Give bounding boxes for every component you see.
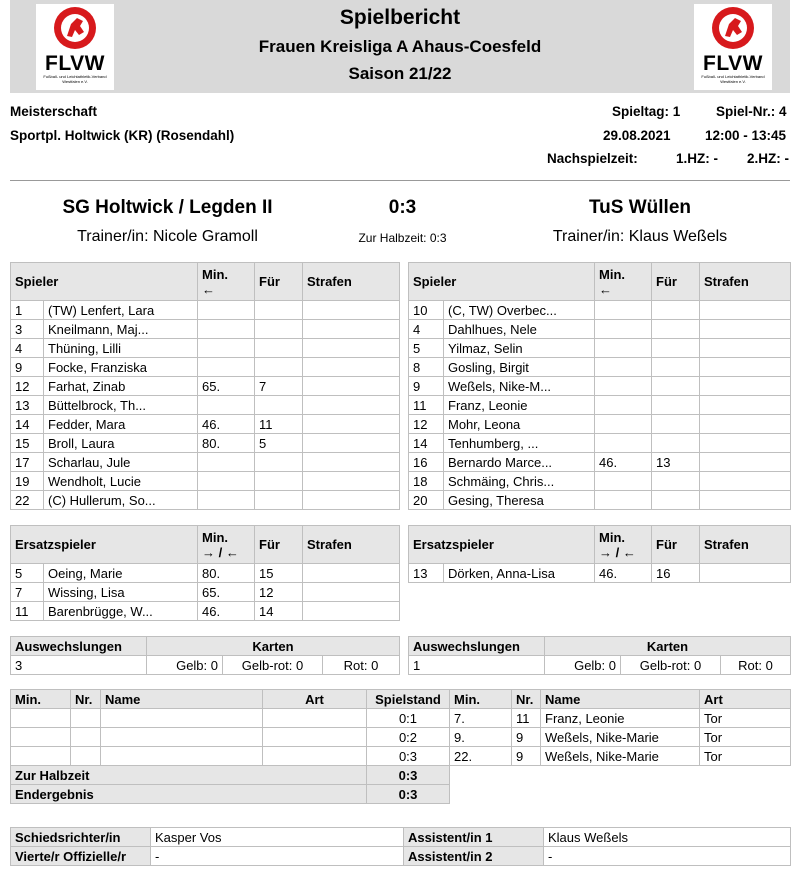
logo-text: FLVW — [45, 52, 105, 75]
page-title: Spielbericht — [339, 6, 461, 29]
col-penalties: Strafen — [700, 526, 791, 564]
events-header — [11, 690, 791, 709]
event-score: 0:3 — [367, 747, 450, 766]
player-for — [255, 339, 303, 358]
player-penalties — [700, 358, 791, 377]
event-row — [11, 747, 791, 766]
player-number: 22 — [11, 491, 44, 510]
blank-cell — [450, 766, 791, 785]
match-date: 29.08.2021 — [603, 128, 671, 143]
home-event-name — [101, 709, 263, 728]
home-subs-header — [11, 526, 400, 564]
away-event-name: Weßels, Nike-Marie — [541, 747, 700, 766]
player-penalties — [303, 491, 400, 510]
player-penalties — [700, 396, 791, 415]
col-substitutions: Auswechslungen — [11, 637, 147, 656]
player-row — [409, 415, 791, 434]
player-number: 5 — [11, 564, 44, 583]
player-penalties — [303, 564, 400, 583]
col-minute: Min. — [450, 690, 512, 709]
player-name: Barenbrügge, W... — [44, 602, 198, 621]
match-time: 12:00 - 13:45 — [705, 128, 787, 143]
officials-table — [10, 827, 791, 866]
player-row — [11, 301, 400, 320]
player-row — [11, 602, 400, 621]
player-row — [409, 358, 791, 377]
halftime-score: Zur Halbzeit: 0:3 — [358, 231, 447, 245]
player-name: (TW) Lenfert, Lara — [44, 301, 198, 320]
player-minute — [595, 339, 652, 358]
col-type: Art — [700, 690, 791, 709]
away-substitutes-table — [408, 525, 791, 583]
col-number: Nr. — [512, 690, 541, 709]
player-for — [652, 472, 700, 491]
player-number: 9 — [409, 377, 444, 396]
player-name: Focke, Franziska — [44, 358, 198, 377]
event-row — [11, 709, 791, 728]
home-event-type — [263, 728, 367, 747]
player-penalties — [700, 377, 791, 396]
away-event-type: Tor — [700, 709, 791, 728]
player-minute — [198, 453, 255, 472]
player-penalties — [700, 301, 791, 320]
player-minute — [198, 301, 255, 320]
home-summary-table — [10, 636, 400, 675]
home-event-minute — [11, 728, 71, 747]
player-name: Tenhumberg, ... — [444, 434, 595, 453]
player-minute — [595, 415, 652, 434]
red-cards: Rot: 0 — [721, 656, 791, 675]
player-for — [652, 358, 700, 377]
player-minute — [198, 396, 255, 415]
yellow-red-cards: Gelb-rot: 0 — [621, 656, 721, 675]
player-name: Thüning, Lilli — [44, 339, 198, 358]
col-minute-arrow: → / ← — [202, 544, 239, 560]
final-score: 0:3 — [388, 197, 417, 218]
referee-name: Kasper Vos — [151, 828, 404, 847]
col-minute-arrow: ← — [599, 281, 613, 297]
player-number: 12 — [11, 377, 44, 396]
player-for: 13 — [652, 453, 700, 472]
home-event-name — [101, 728, 263, 747]
player-for — [652, 301, 700, 320]
player-penalties — [303, 396, 400, 415]
divider — [10, 180, 790, 181]
player-penalties — [303, 377, 400, 396]
home-event-name — [101, 747, 263, 766]
away-trainer: Trainer/in: Klaus Weßels — [552, 228, 728, 245]
home-summary-row — [11, 656, 400, 675]
away-summary-row — [409, 656, 791, 675]
player-for — [255, 358, 303, 377]
col-player: Spieler — [11, 263, 198, 301]
player-penalties — [700, 564, 791, 583]
home-event-type — [263, 747, 367, 766]
player-row — [11, 396, 400, 415]
player-penalties — [700, 434, 791, 453]
event-row — [11, 728, 791, 747]
col-substitutions: Auswechslungen — [409, 637, 545, 656]
away-lineup-header — [409, 263, 791, 301]
player-number: 10 — [409, 301, 444, 320]
player-minute — [595, 377, 652, 396]
col-penalties: Strafen — [303, 526, 400, 564]
player-name: Wendholt, Lucie — [44, 472, 198, 491]
player-number: 15 — [11, 434, 44, 453]
away-event-name: Weßels, Nike-Marie — [541, 728, 700, 747]
away-event-number: 11 — [512, 709, 541, 728]
match-events-table — [10, 689, 791, 804]
col-minute-label: Min. — [599, 529, 625, 545]
player-name: Fedder, Mara — [44, 415, 198, 434]
final-row — [11, 785, 791, 804]
player-number: 9 — [11, 358, 44, 377]
halftime-result: 0:3 — [367, 766, 450, 785]
home-event-number — [71, 728, 101, 747]
player-minute: 65. — [198, 583, 255, 602]
added-time-label: Nachspielzeit: — [547, 151, 638, 166]
away-team-name: TuS Wüllen — [588, 197, 692, 218]
player-penalties — [700, 453, 791, 472]
player-minute — [198, 491, 255, 510]
home-event-minute — [11, 709, 71, 728]
event-score: 0:1 — [367, 709, 450, 728]
col-minute-label: Min. — [202, 266, 229, 282]
player-penalties — [700, 339, 791, 358]
player-for: 5 — [255, 434, 303, 453]
player-minute — [595, 320, 652, 339]
player-for — [652, 491, 700, 510]
final-label: Endergebnis — [11, 785, 367, 804]
player-name: Broll, Laura — [44, 434, 198, 453]
match-number: Spiel-Nr.: 4 — [716, 104, 787, 119]
referee-label: Schiedsrichter/in — [11, 828, 151, 847]
player-for — [652, 377, 700, 396]
player-penalties — [303, 583, 400, 602]
col-penalties: Strafen — [303, 263, 400, 301]
player-name: Wissing, Lisa — [44, 583, 198, 602]
player-name: (C, TW) Overbec... — [444, 301, 595, 320]
player-for — [652, 320, 700, 339]
yellow-red-cards: Gelb-rot: 0 — [223, 656, 323, 675]
player-name: Gesing, Theresa — [444, 491, 595, 510]
player-minute — [595, 358, 652, 377]
col-minute-arrow: → / ← — [599, 544, 636, 560]
home-event-minute — [11, 747, 71, 766]
away-event-minute: 22. — [450, 747, 512, 766]
player-minute — [595, 491, 652, 510]
player-name: Yilmaz, Selin — [444, 339, 595, 358]
player-name: Schmäing, Chris... — [444, 472, 595, 491]
player-row — [409, 377, 791, 396]
col-number: Nr. — [71, 690, 101, 709]
report-header — [10, 0, 790, 93]
player-name: Oeing, Marie — [44, 564, 198, 583]
player-for — [652, 396, 700, 415]
fourth-official-label: Vierte/r Offizielle/r — [11, 847, 151, 866]
final-result: 0:3 — [367, 785, 450, 804]
player-number: 5 — [409, 339, 444, 358]
player-for: 12 — [255, 583, 303, 602]
substitution-count: 1 — [409, 656, 545, 675]
away-summary-table — [408, 636, 791, 675]
player-name: (C) Hullerum, So... — [44, 491, 198, 510]
player-number: 17 — [11, 453, 44, 472]
yellow-cards: Gelb: 0 — [545, 656, 621, 675]
col-for: Für — [255, 526, 303, 564]
logo-text: FLVW — [703, 52, 763, 75]
player-number: 14 — [11, 415, 44, 434]
player-minute: 80. — [198, 434, 255, 453]
player-number: 3 — [11, 320, 44, 339]
player-penalties — [700, 415, 791, 434]
player-row — [409, 491, 791, 510]
venue: Sportpl. Holtwick (KR) (Rosendahl) — [10, 128, 235, 143]
player-for — [652, 434, 700, 453]
player-row — [11, 415, 400, 434]
player-number: 11 — [409, 396, 444, 415]
halftime-label: Zur Halbzeit — [11, 766, 367, 785]
col-player: Spieler — [409, 263, 595, 301]
player-for — [255, 472, 303, 491]
col-minute-label: Min. — [599, 266, 626, 282]
player-penalties — [303, 453, 400, 472]
player-penalties — [303, 301, 400, 320]
player-minute — [198, 320, 255, 339]
player-row — [11, 453, 400, 472]
player-for — [255, 320, 303, 339]
away-event-minute: 7. — [450, 709, 512, 728]
player-for — [255, 396, 303, 415]
player-row — [409, 453, 791, 472]
player-number: 4 — [409, 320, 444, 339]
player-number: 13 — [11, 396, 44, 415]
player-minute — [595, 301, 652, 320]
player-penalties — [700, 320, 791, 339]
player-for: 14 — [255, 602, 303, 621]
col-score: Spielstand — [367, 690, 450, 709]
event-score: 0:2 — [367, 728, 450, 747]
away-subs-header — [409, 526, 791, 564]
player-row — [409, 301, 791, 320]
col-for: Für — [652, 526, 700, 564]
home-lineup-header — [11, 263, 400, 301]
col-penalties: Strafen — [700, 263, 791, 301]
col-substitute: Ersatzspieler — [409, 526, 595, 564]
away-event-type: Tor — [700, 747, 791, 766]
player-name: Dahlhues, Nele — [444, 320, 595, 339]
col-substitute: Ersatzspieler — [11, 526, 198, 564]
player-number: 11 — [11, 602, 44, 621]
logo-subtitle: Fußball- und Leichtathletik-Verband Westfalen e.V. — [43, 74, 107, 84]
player-number: 4 — [11, 339, 44, 358]
home-trainer: Trainer/in: Nicole Gramoll — [77, 228, 258, 245]
player-for — [255, 301, 303, 320]
blank-cell — [450, 785, 791, 804]
added-time-first-half: 1.HZ: - — [676, 151, 718, 166]
col-type: Art — [263, 690, 367, 709]
assistant1-name: Klaus Weßels — [544, 828, 791, 847]
col-minute-label: Min. — [202, 529, 228, 545]
player-row — [409, 472, 791, 491]
player-row — [409, 396, 791, 415]
player-row — [11, 472, 400, 491]
fourth-official-name: - — [151, 847, 404, 866]
home-substitutes-table — [10, 525, 400, 621]
player-name: Kneilmann, Maj... — [44, 320, 198, 339]
player-minute — [595, 396, 652, 415]
yellow-cards: Gelb: 0 — [147, 656, 223, 675]
home-event-type — [263, 709, 367, 728]
player-minute: 65. — [198, 377, 255, 396]
player-number: 8 — [409, 358, 444, 377]
competition-type: Meisterschaft — [10, 104, 98, 119]
player-name: Bernardo Marce... — [444, 453, 595, 472]
player-penalties — [303, 358, 400, 377]
player-penalties — [303, 472, 400, 491]
player-minute — [198, 472, 255, 491]
away-event-name: Franz, Leonie — [541, 709, 700, 728]
col-name: Name — [541, 690, 700, 709]
player-for — [652, 339, 700, 358]
player-number: 14 — [409, 434, 444, 453]
col-name: Name — [101, 690, 263, 709]
col-minute — [595, 263, 652, 301]
home-team-name: SG Holtwick / Legden II — [62, 197, 273, 218]
player-number: 7 — [11, 583, 44, 602]
away-summary-header — [409, 637, 791, 656]
player-number: 13 — [409, 564, 444, 583]
player-penalties — [303, 339, 400, 358]
col-cards: Karten — [147, 637, 400, 656]
col-for: Für — [652, 263, 700, 301]
player-minute: 46. — [595, 564, 652, 583]
player-for: 16 — [652, 564, 700, 583]
player-penalties — [303, 434, 400, 453]
player-row — [11, 491, 400, 510]
away-event-number: 9 — [512, 728, 541, 747]
player-penalties — [700, 472, 791, 491]
player-name: Scharlau, Jule — [44, 453, 198, 472]
player-row — [409, 320, 791, 339]
matchday: Spieltag: 1 — [612, 104, 681, 119]
logo-subtitle: Fußball- und Leichtathletik-Verband Westfalen e.V. — [701, 74, 765, 84]
home-event-number — [71, 709, 101, 728]
assistant1-label: Assistent/in 1 — [404, 828, 544, 847]
col-minute: Min. — [11, 690, 71, 709]
officials-row-1 — [11, 828, 791, 847]
player-number: 18 — [409, 472, 444, 491]
player-minute — [595, 472, 652, 491]
col-minute — [595, 526, 652, 564]
away-event-type: Tor — [700, 728, 791, 747]
player-penalties — [303, 320, 400, 339]
player-number: 20 — [409, 491, 444, 510]
player-name: Mohr, Leona — [444, 415, 595, 434]
player-penalties — [700, 491, 791, 510]
player-row — [11, 564, 400, 583]
player-row — [11, 434, 400, 453]
player-for: 7 — [255, 377, 303, 396]
player-minute — [198, 358, 255, 377]
away-event-number: 9 — [512, 747, 541, 766]
col-minute — [198, 526, 255, 564]
season: Saison 21/22 — [348, 64, 452, 83]
player-row — [11, 377, 400, 396]
player-minute: 46. — [198, 415, 255, 434]
officials-row-2 — [11, 847, 791, 866]
player-name: Büttelbrock, Th... — [44, 396, 198, 415]
player-row — [11, 320, 400, 339]
player-for — [255, 491, 303, 510]
player-for: 11 — [255, 415, 303, 434]
player-row — [409, 434, 791, 453]
player-name: Franz, Leonie — [444, 396, 595, 415]
player-row — [409, 339, 791, 358]
player-penalties — [303, 415, 400, 434]
player-minute: 46. — [595, 453, 652, 472]
player-name: Farhat, Zinab — [44, 377, 198, 396]
assistant2-name: - — [544, 847, 791, 866]
halftime-row — [11, 766, 791, 785]
substitution-count: 3 — [11, 656, 147, 675]
player-for — [652, 415, 700, 434]
red-cards: Rot: 0 — [323, 656, 400, 675]
player-row — [11, 358, 400, 377]
player-for — [255, 453, 303, 472]
col-minute — [198, 263, 255, 301]
league-name: Frauen Kreisliga A Ahaus-Coesfeld — [258, 37, 542, 56]
player-name: Dörken, Anna-Lisa — [444, 564, 595, 583]
home-summary-header — [11, 637, 400, 656]
assistant2-label: Assistent/in 2 — [404, 847, 544, 866]
away-event-minute: 9. — [450, 728, 512, 747]
player-name: Gosling, Birgit — [444, 358, 595, 377]
player-minute: 80. — [198, 564, 255, 583]
added-time-second-half: 2.HZ: - — [747, 151, 789, 166]
player-row — [11, 583, 400, 602]
player-name: Weßels, Nike-M... — [444, 377, 595, 396]
player-minute — [595, 434, 652, 453]
player-number: 1 — [11, 301, 44, 320]
away-lineup-table — [408, 262, 791, 510]
home-lineup-table — [10, 262, 400, 510]
player-number: 16 — [409, 453, 444, 472]
player-number: 19 — [11, 472, 44, 491]
player-row — [409, 564, 791, 583]
col-cards: Karten — [545, 637, 791, 656]
col-for: Für — [255, 263, 303, 301]
player-for: 15 — [255, 564, 303, 583]
home-event-number — [71, 747, 101, 766]
player-minute: 46. — [198, 602, 255, 621]
player-row — [11, 339, 400, 358]
player-number: 12 — [409, 415, 444, 434]
col-minute-arrow: ← — [202, 281, 216, 297]
player-penalties — [303, 602, 400, 621]
player-minute — [198, 339, 255, 358]
